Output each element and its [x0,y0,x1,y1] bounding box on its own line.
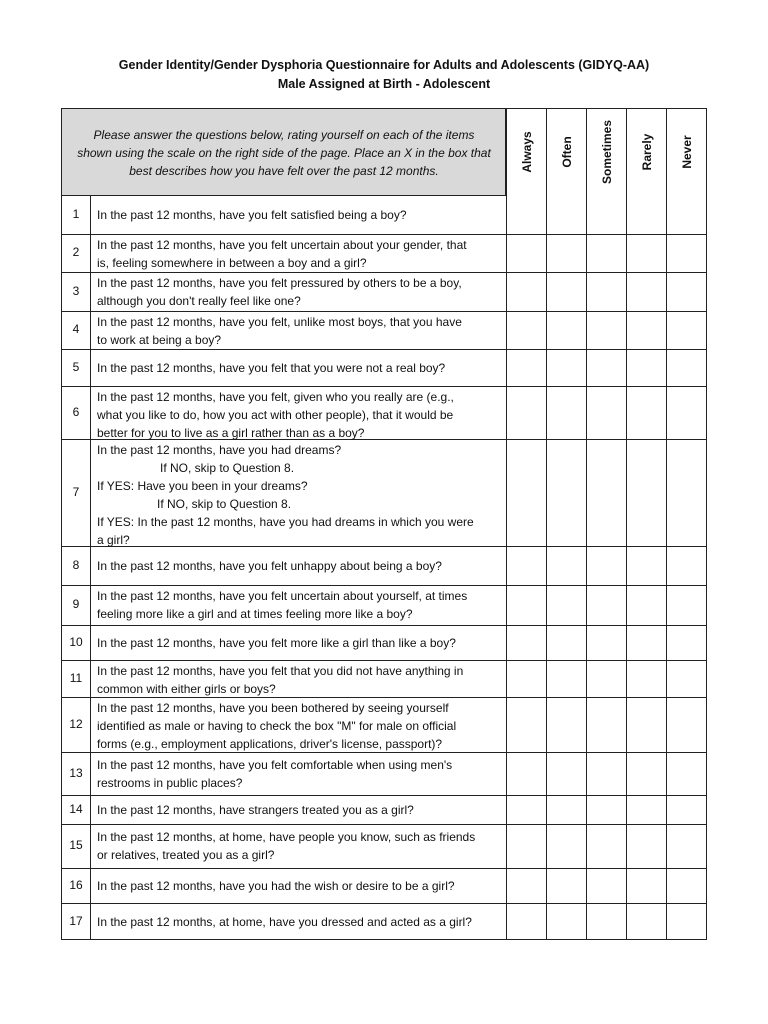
question-number: 15 [69,838,83,852]
answer-box-often[interactable] [546,752,586,795]
question-text [97,206,502,224]
answer-box-often[interactable] [546,272,586,311]
question-line: is, feeling somewhere in between a boy and a girl? [97,256,367,270]
scale-header-never [666,108,706,196]
question-line: In the past 12 months, have you had the wish or desire to be a girl? [97,878,455,893]
answer-box-always[interactable] [506,795,546,824]
answer-box-sometimes[interactable] [586,196,626,234]
answer-box-always[interactable] [506,311,546,349]
title-line-2: Male Assigned at Birth - Adolescent [277,77,491,91]
question-text [97,756,502,792]
question-number: 13 [69,765,83,780]
answer-box-always[interactable] [506,625,546,660]
answer-box-always[interactable] [506,546,546,585]
question-line: In the past 12 months, have you felt comfortable when using men's [97,757,453,772]
question-line: feeling more like a girl and at times feeling more like a boy? [97,607,413,621]
answer-box-never[interactable] [666,660,706,697]
answer-box-rarely[interactable] [626,439,666,546]
answer-box-never[interactable] [666,697,706,752]
question-line: In the past 12 months, at home, have people you know, such as friends [97,830,476,844]
answer-box-never[interactable] [666,386,706,439]
question-text [97,359,502,377]
question-line: In the past 12 months, have you felt uncertain about yourself, at times [97,589,468,603]
answer-box-always[interactable] [506,660,546,697]
question-line: In the past 12 months, have you felt that you did not have anything in [97,664,464,678]
answer-box-rarely[interactable] [626,660,666,697]
question-line: In the past 12 months, have strangers treated you as a girl? [97,802,414,817]
question-number: 17 [69,913,83,928]
answer-box-sometimes[interactable] [586,311,626,349]
question-line: In the past 12 months, have you felt uncertain about your gender, that [97,238,467,252]
question-line: In the past 12 months, have you felt more like a girl than like a boy? [97,635,456,650]
question-number: 4 [72,322,80,336]
question-text [97,634,502,652]
question-text [97,441,502,549]
answer-box-rarely[interactable] [626,311,666,349]
answer-box-always[interactable] [506,196,546,234]
answer-box-never[interactable] [666,272,706,311]
question-number: 7 [72,484,80,499]
answer-box-sometimes[interactable] [586,439,626,546]
scale-label: Often [559,136,574,168]
answer-box-never[interactable] [666,795,706,824]
question-number: 2 [72,245,80,259]
question-line: identified as male or having to check the box "M" for male on official [97,719,457,733]
answer-box-rarely[interactable] [626,349,666,386]
answer-box-often[interactable] [546,234,586,272]
question-line: restrooms in public places? [97,775,243,790]
answer-box-rarely[interactable] [626,752,666,795]
answer-box-often[interactable] [546,660,586,697]
question-line: common with either girls or boys? [97,682,276,696]
answer-box-sometimes[interactable] [586,234,626,272]
answer-box-often[interactable] [546,697,586,752]
question-number: 9 [72,597,80,611]
answer-box-sometimes[interactable] [586,824,626,868]
scale-header-often [546,108,586,196]
question-number: 5 [72,359,80,374]
answer-box-often[interactable] [546,546,586,585]
question-line: what you like to do, how you act with other people), that it would be [97,408,454,422]
question-line: better for you to live as a girl rather than as a boy? [97,426,365,440]
question-number: 16 [69,877,83,892]
answer-box-always[interactable] [506,349,546,386]
answer-box-never[interactable] [666,311,706,349]
answer-box-sometimes[interactable] [586,386,626,439]
question-text [97,313,502,349]
answer-box-often[interactable] [546,625,586,660]
question-line: In the past 12 months, have you been bothered by seeing yourself [97,701,449,715]
question-line: In the past 12 months, have you felt that you were not a real boy? [97,360,446,375]
answer-box-rarely[interactable] [626,546,666,585]
question-text [97,236,502,272]
question-text [97,801,502,819]
answer-box-always[interactable] [506,439,546,546]
instructions-text: Please answer the questions below, rating yourself on each of the items shown using the scale on the right side of the page. Place an X in the box that best describes how you have felt over the past 12 months. [77,128,491,178]
answer-box-never[interactable] [666,196,706,234]
question-text [97,388,502,442]
answer-box-always[interactable] [506,585,546,625]
answer-box-never[interactable] [666,824,706,868]
scale-label: Sometimes [599,119,614,185]
question-line: a girl? [97,533,130,547]
scale-header-rarely [626,108,666,196]
answer-box-always[interactable] [506,234,546,272]
question-line: In the past 12 months, have you felt unhappy about being a boy? [97,558,442,573]
scale-header-sometimes [586,108,626,196]
answer-box-rarely[interactable] [626,824,666,868]
question-text [97,587,502,623]
answer-box-never[interactable] [666,439,706,546]
answer-box-sometimes[interactable] [586,546,626,585]
question-line: In the past 12 months, at home, have you dressed and acted as a girl? [97,914,472,929]
answer-box-always[interactable] [506,824,546,868]
question-number: 6 [72,404,80,419]
answer-box-never[interactable] [666,546,706,585]
question-line: If NO, skip to Question 8. [160,461,295,475]
scale-label: Never [679,135,694,169]
answer-box-never[interactable] [666,868,706,903]
answer-box-rarely[interactable] [626,625,666,660]
question-text [97,274,502,310]
question-number: 11 [69,670,83,685]
answer-box-rarely[interactable] [626,272,666,311]
answer-box-often[interactable] [546,439,586,546]
answer-box-sometimes[interactable] [586,585,626,625]
answer-box-sometimes[interactable] [586,697,626,752]
question-text [97,557,502,575]
answer-box-often[interactable] [546,903,586,940]
question-line: although you don't really feel like one? [97,294,301,308]
scale-label: Always [519,131,534,173]
answer-box-sometimes[interactable] [586,903,626,940]
question-number: 1 [72,207,80,221]
question-line: In the past 12 months, have you felt pressured by others to be a boy, [97,276,462,290]
answer-box-often[interactable] [546,795,586,824]
answer-box-rarely[interactable] [626,868,666,903]
question-line: If YES: Have you been in your dreams? [97,479,308,493]
answer-box-rarely[interactable] [626,386,666,439]
title-line-1: Gender Identity/Gender Dysphoria Questionnaire for Adults and Adolescents (GIDYQ-AA) [118,58,650,72]
answer-box-rarely[interactable] [626,903,666,940]
answer-box-sometimes[interactable] [586,752,626,795]
document-title [0,56,768,94]
question-line: forms (e.g., employment applications, driver's license, passport)? [97,737,443,751]
answer-box-often[interactable] [546,349,586,386]
answer-box-always[interactable] [506,272,546,311]
answer-box-rarely[interactable] [626,196,666,234]
question-line: In the past 12 months, have you felt, given who you really are (e.g., [97,390,454,404]
question-text [97,828,502,864]
question-line: In the past 12 months, have you felt satisfied being a boy? [97,208,407,222]
column-divider [90,196,91,940]
answer-box-sometimes[interactable] [586,795,626,824]
answer-box-always[interactable] [506,903,546,940]
question-line: In the past 12 months, have you felt, unlike most boys, that you have [97,315,462,329]
scale-header-always [506,108,546,196]
answer-box-sometimes[interactable] [586,660,626,697]
question-number: 3 [72,283,80,298]
answer-box-never[interactable] [666,903,706,940]
question-number: 12 [69,716,83,731]
answer-box-sometimes[interactable] [586,625,626,660]
question-text [97,877,502,895]
answer-box-sometimes[interactable] [586,868,626,903]
answer-box-rarely[interactable] [626,697,666,752]
answer-box-rarely[interactable] [626,585,666,625]
answer-box-often[interactable] [546,386,586,439]
answer-box-often[interactable] [546,311,586,349]
answer-box-sometimes[interactable] [586,272,626,311]
answer-box-never[interactable] [666,585,706,625]
question-line: In the past 12 months, have you had dreams? [97,443,342,457]
scale-label: Rarely [639,133,654,171]
question-line: or relatives, treated you as a girl? [97,848,275,862]
answer-box-never[interactable] [666,234,706,272]
answer-box-often[interactable] [546,196,586,234]
answer-box-rarely[interactable] [626,234,666,272]
question-number: 8 [72,557,80,572]
question-line: If NO, skip to Question 8. [157,497,292,511]
question-text [97,699,502,753]
question-number: 14 [69,801,83,816]
question-line: to work at being a boy? [97,333,222,347]
question-text [97,913,502,931]
answer-box-always[interactable] [506,868,546,903]
question-number: 10 [69,634,83,649]
answer-box-always[interactable] [506,386,546,439]
answer-box-often[interactable] [546,868,586,903]
answer-box-often[interactable] [546,585,586,625]
answer-box-never[interactable] [666,752,706,795]
answer-box-never[interactable] [666,349,706,386]
question-line: If YES: In the past 12 months, have you had dreams in which you were [97,515,474,529]
answer-box-often[interactable] [546,824,586,868]
answer-box-always[interactable] [506,697,546,752]
answer-box-always[interactable] [506,752,546,795]
answer-box-sometimes[interactable] [586,349,626,386]
question-text [97,662,502,698]
answer-box-never[interactable] [666,625,706,660]
answer-box-rarely[interactable] [626,795,666,824]
